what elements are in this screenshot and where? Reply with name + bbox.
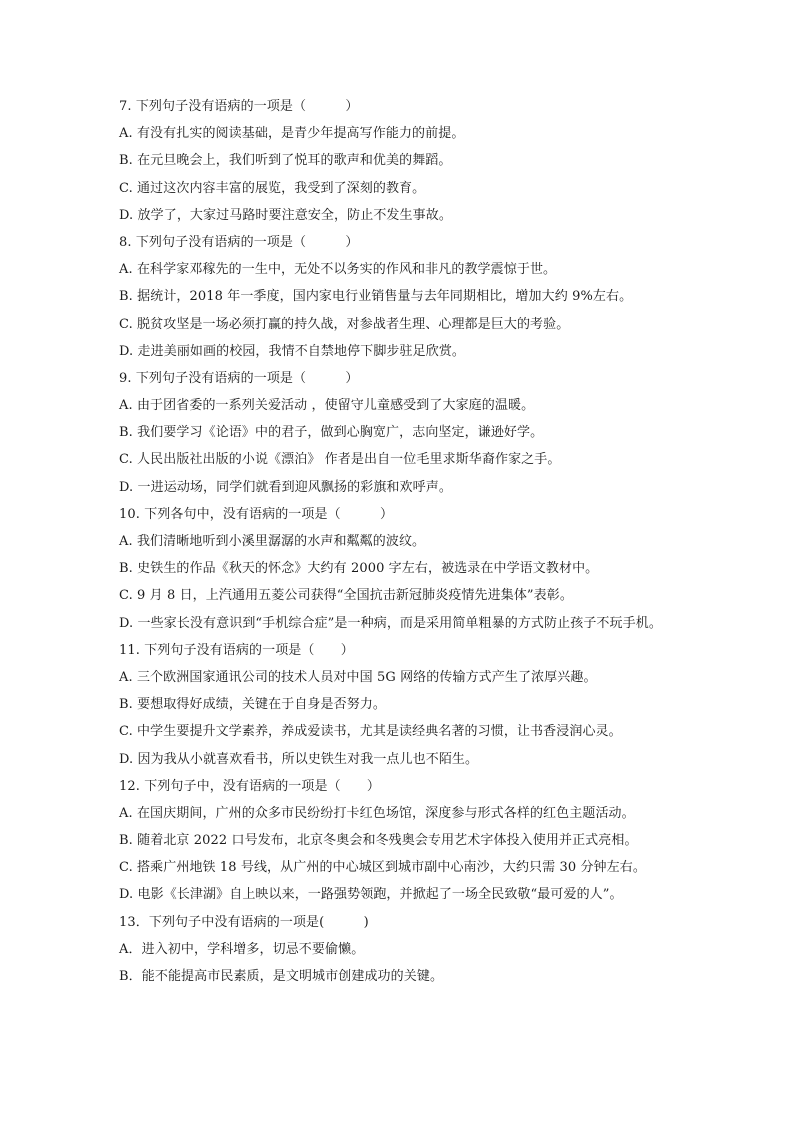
option-a: A. 有没有扎实的阅读基础，是青少年提高写作能力的前提。 — [119, 126, 465, 142]
option-a: A. 在科学家邓稼先的一生中，无处不以务实的作风和非凡的教学震惊于世。 — [119, 262, 557, 278]
option-b: B. 随着北京 2022 口号发布，北京冬奥会和冬残奥会专用艺术字体投入使用并正式亮相。 — [119, 833, 638, 849]
question-stem: 7. 下列句子没有语病的一项是（ ） — [119, 99, 359, 114]
option-c: C. 脱贫攻坚是一场必须打赢的持久战，对参战者生理、心理都是巨大的考验。 — [119, 316, 570, 332]
question-12 — [119, 773, 679, 909]
option-a: A．进入初中，学科增多，切忌不要偷懒。 — [119, 941, 365, 957]
option-a: A. 由于团省委的一系列关爱活动 ，使留守儿童感受到了大家庭的温暖。 — [119, 398, 535, 414]
option-d: D. 一些家长没有意识到“手机综合症”是一种病，而是采用简单粗暴的方式防止孩子不玩手机。 — [119, 615, 662, 631]
option-d: D. 走进美丽如画的校园，我情不自禁地停下脚步驻足欣赏。 — [119, 343, 466, 359]
question-stem: 12. 下列句子中，没有语病的一项是（ ） — [119, 778, 381, 794]
question-7 — [119, 93, 679, 229]
question-9 — [119, 365, 679, 501]
question-8 — [119, 229, 679, 365]
option-c: C. 搭乘广州地铁 18 号线，从广州的中心城区到城市副中心南沙，大约只需 30 分钟左右。 — [119, 860, 646, 876]
option-d: D. 因为我从小就喜欢看书，所以史铁生对我一点儿也不陌生。 — [119, 751, 479, 767]
option-a: A. 我们清晰地听到小溪里潺潺的水声和粼粼的波纹。 — [119, 534, 426, 549]
question-stem: 9. 下列句子没有语病的一项是（ ） — [119, 370, 359, 386]
option-b: B. 要想取得好成绩，关键在于自身是否努力。 — [119, 697, 387, 713]
question-stem: 11. 下列句子没有语病的一项是（ ） — [119, 642, 354, 658]
option-c: C. 人民出版社出版的小说《漂泊》 作者是出自一位毛里求斯华裔作家之手。 — [119, 452, 561, 468]
question-stem: 10. 下列各句中，没有语病的一项是（ ） — [119, 506, 394, 522]
option-b: B．能不能提高市民素质，是文明城市创建成功的关键。 — [119, 969, 444, 985]
option-c: C. 9 月 8 日，上汽通用五菱公司获得“全国抗击新冠肺炎疫情先进集体”表彰。 — [119, 588, 573, 604]
option-a: A. 三个欧洲国家通讯公司的技术人员对中国 5G 网络的传输方式产生了浓厚兴趣。 — [119, 669, 597, 685]
option-c: C. 中学生要提升文学素养，养成爱读书，尤其是读经典名著的习惯，让书香浸润心灵。 — [119, 724, 622, 740]
option-d: D. 电影《长津湖》自上映以来，一路强势领跑，并掀起了一场全民致敬“最可爱的人”。 — [119, 887, 623, 903]
option-c: C. 通过这次内容丰富的展览，我受到了深刻的教育。 — [119, 180, 426, 196]
option-b: B. 我们要学习《论语》中的君子，做到心胸宽广，志向坚定，谦逊好学。 — [119, 425, 544, 441]
option-b: B. 史铁生的作品《秋天的怀念》大约有 2000 字左右，被选录在中学语文教材中。 — [119, 561, 599, 577]
question-11 — [119, 637, 679, 773]
question-13 — [119, 909, 679, 991]
option-a: A. 在国庆期间，广州的众多市民纷纷打卡红色场馆，深度参与形式各样的红色主题活动。 — [119, 805, 635, 821]
question-stem: 8. 下列句子没有语病的一项是（ ） — [119, 234, 359, 250]
question-stem: 13．下列句子中没有语病的一项是( ) — [119, 914, 369, 930]
question-list — [119, 93, 679, 990]
option-b: B. 在元旦晚会上，我们听到了悦耳的歌声和优美的舞蹈。 — [119, 153, 452, 169]
question-10 — [119, 501, 679, 637]
option-b: B. 据统计，2018 年一季度，国内家电行业销售量与去年同期相比，增加大约 9%左右。 — [119, 289, 633, 305]
option-d: D. 一进运动场，同学们就看到迎风飘扬的彩旗和欢呼声。 — [119, 479, 452, 495]
option-d: D. 放学了，大家过马路时要注意安全，防止不发生事故。 — [119, 207, 452, 223]
